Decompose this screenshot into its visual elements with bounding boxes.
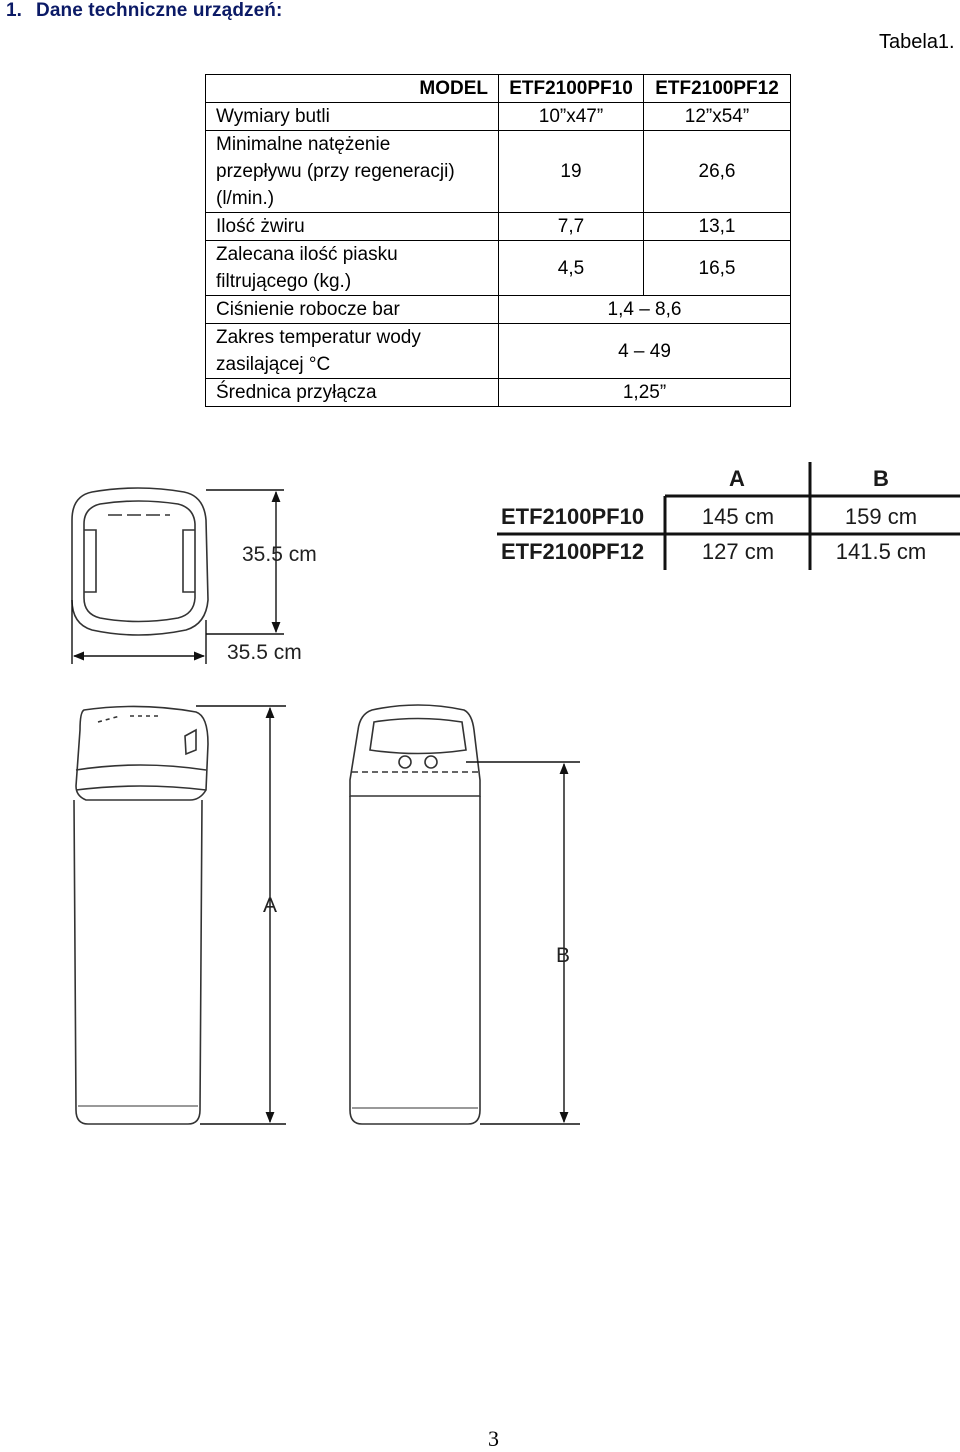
row-label-line: Zalecana ilość piasku: [216, 244, 398, 265]
page-number: 3: [488, 1426, 499, 1451]
row-label: Ilość żwiru: [206, 213, 499, 241]
row-value-col1: 10”x47”: [499, 103, 644, 131]
row-label-line: Zakres temperatur wody: [216, 327, 421, 348]
row-label: Ciśnienie robocze bar: [206, 296, 499, 324]
width-label: 35.5 cm: [227, 641, 302, 664]
section-number: 1.: [6, 0, 23, 21]
dimension-b-value: 159 cm: [844, 504, 918, 529]
row-value-merged: 4 – 49: [499, 324, 791, 379]
row-label-line: zasilającej °C: [216, 354, 331, 375]
header-col1: ETF2100PF10: [499, 75, 644, 103]
depth-label: 35.5 cm: [242, 543, 317, 566]
header-model: MODEL: [206, 75, 499, 103]
row-value-merged: 1,25”: [499, 379, 791, 407]
row-label-line: Minimalne natężenie: [216, 134, 391, 155]
side-view-drawing: [74, 706, 208, 1124]
front-view-dimension-b: [466, 762, 580, 1124]
table-label: Tabela1.: [879, 31, 955, 53]
dimension-a-value: 127 cm: [701, 539, 775, 564]
top-view-drawing: [72, 488, 208, 635]
row-value-col2: 13,1: [644, 213, 791, 241]
row-label-line: przepływu (przy regeneracji): [216, 161, 455, 182]
front-view-drawing: [350, 705, 480, 1124]
row-value-col2: 16,5: [644, 241, 791, 296]
row-label-line: filtrującego (kg.): [216, 271, 352, 292]
dimension-model: ETF2100PF10: [501, 504, 645, 529]
row-label-line: (l/min.): [216, 188, 275, 209]
dimension-b-value: 141.5 cm: [835, 539, 927, 564]
row-value-col1: 4,5: [499, 241, 644, 296]
header-col2: ETF2100PF12: [644, 75, 791, 103]
row-value-col2: 12”x54”: [644, 103, 791, 131]
height-a-label: A: [263, 894, 278, 917]
row-label: Średnica przyłącza: [206, 379, 499, 407]
row-value-col1: 7,7: [499, 213, 644, 241]
dimension-col-a: A: [729, 466, 745, 491]
row-value-col1: 19: [499, 131, 644, 213]
row-value-col2: 26,6: [644, 131, 791, 213]
dimension-model: ETF2100PF12: [501, 539, 645, 564]
top-view-dimensions: [72, 490, 284, 664]
dimension-a-value: 145 cm: [701, 504, 775, 529]
section-title: Dane techniczne urządzeń:: [36, 0, 283, 21]
dimension-table: [497, 462, 960, 570]
row-label: Wymiary butli: [206, 103, 499, 131]
dimension-col-b: B: [873, 466, 889, 491]
row-value-merged: 1,4 – 8,6: [499, 296, 791, 324]
height-b-label: B: [556, 944, 571, 967]
